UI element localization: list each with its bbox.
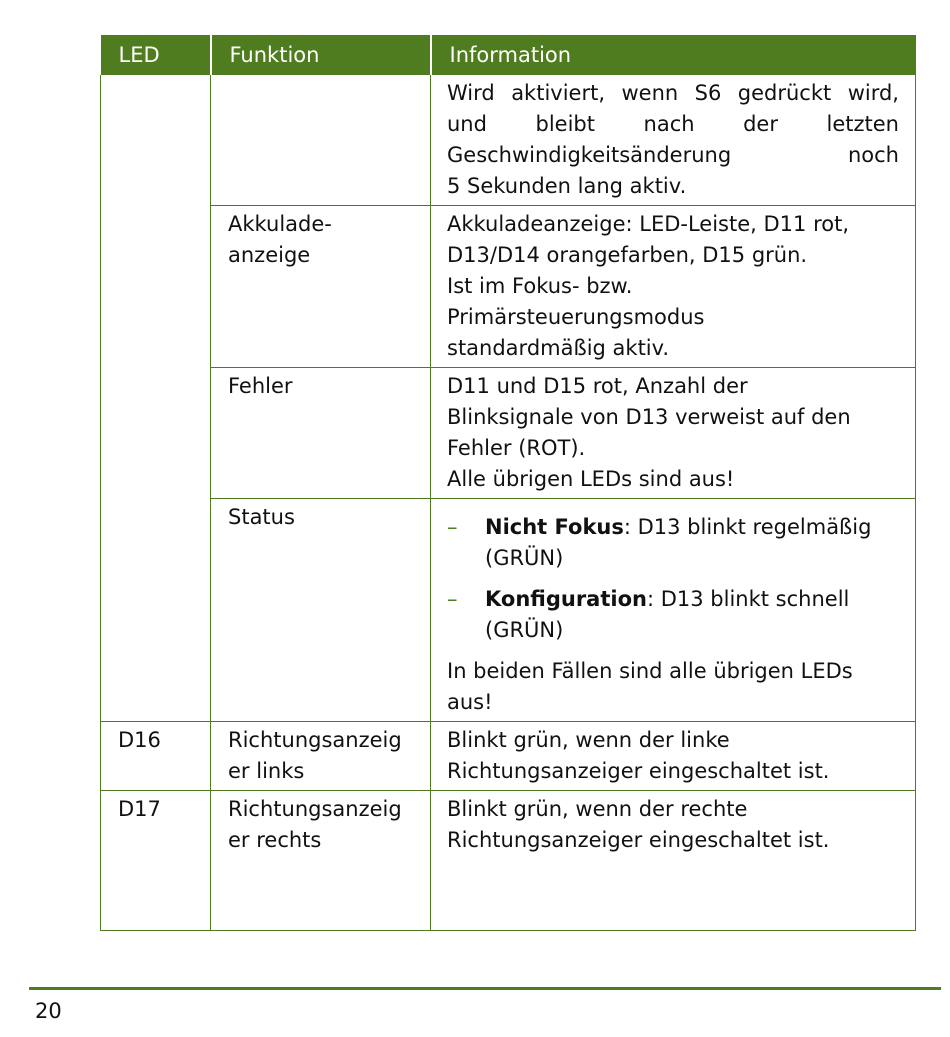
function-line: Richtungsanzeig — [228, 797, 402, 821]
info-cell — [431, 791, 916, 931]
info-cell — [431, 368, 916, 499]
info-line: Blinkt grün, wenn der linke — [447, 728, 730, 752]
led-table — [100, 35, 916, 931]
list-item — [447, 512, 899, 574]
info-line: Primärsteuerungsmodus — [447, 305, 705, 329]
function-cell — [211, 722, 431, 791]
info-line: Wird aktiviert, wenn S6 gedrückt wird, — [447, 81, 899, 105]
status-note: In beiden Fällen sind alle übrigen LEDs aus! — [447, 659, 853, 714]
status-term: Nicht Fokus — [485, 515, 624, 539]
table-row — [101, 722, 916, 791]
status-term: Konfiguration — [485, 587, 647, 611]
info-line: und bleibt nach der letzten — [447, 112, 899, 136]
function-line: anzeige — [228, 243, 311, 267]
info-cell — [431, 722, 916, 791]
function-cell — [211, 791, 431, 931]
function-cell: Status — [211, 499, 431, 722]
function-cell — [211, 206, 431, 368]
status-text: : D13 blinkt schnell (GRÜN) — [485, 587, 850, 642]
info-line: Fehler (ROT). — [447, 436, 586, 460]
info-cell — [431, 206, 916, 368]
table-row — [101, 368, 916, 499]
info-line: standardmäßig aktiv. — [447, 336, 670, 360]
footer-divider — [29, 987, 941, 990]
header-led: LED — [101, 35, 211, 75]
table-row — [101, 499, 916, 722]
info-line: 5 Sekunden lang aktiv. — [447, 174, 687, 198]
info-line: D11 und D15 rot, Anzahl der — [447, 374, 748, 398]
info-line: Geschwindigkeitsänderung noch — [447, 143, 899, 167]
table-row — [101, 206, 916, 368]
info-line: Alle übrigen LEDs sind aus! — [447, 467, 735, 491]
table-row — [101, 75, 916, 206]
function-line: er rechts — [228, 828, 322, 852]
info-cell — [431, 75, 916, 206]
function-cell — [211, 75, 431, 206]
function-cell: Fehler — [211, 368, 431, 499]
function-line: er links — [228, 759, 305, 783]
list-item — [447, 584, 899, 646]
page-number: 20 — [35, 999, 62, 1023]
table-row — [101, 791, 916, 931]
info-cell — [431, 499, 916, 722]
status-list — [447, 512, 899, 646]
info-line: Blinksignale von D13 verweist auf den — [447, 405, 851, 429]
info-line: Richtungsanzeiger eingeschaltet ist. — [447, 759, 830, 783]
function-line: Richtungsanzeig — [228, 728, 402, 752]
info-line: D13/D14 orangefarben, D15 grün. — [447, 243, 808, 267]
header-information: Information — [431, 35, 916, 75]
header-function: Funktion — [211, 35, 431, 75]
info-line: Richtungsanzeiger eingeschaltet ist. — [447, 828, 830, 852]
table-header-row — [101, 35, 916, 75]
led-cell: D16 — [101, 722, 211, 791]
status-text: : D13 blinkt regelmäßig (GRÜN) — [485, 515, 872, 570]
led-cell — [101, 75, 211, 722]
function-line: Akkulade- — [228, 212, 332, 236]
info-line: Akkuladeanzeige: LED-Leiste, D11 rot, — [447, 212, 850, 236]
info-line: Blinkt grün, wenn der rechte — [447, 797, 748, 821]
info-line: Ist im Fokus- bzw. — [447, 274, 633, 298]
led-cell: D17 — [101, 791, 211, 931]
